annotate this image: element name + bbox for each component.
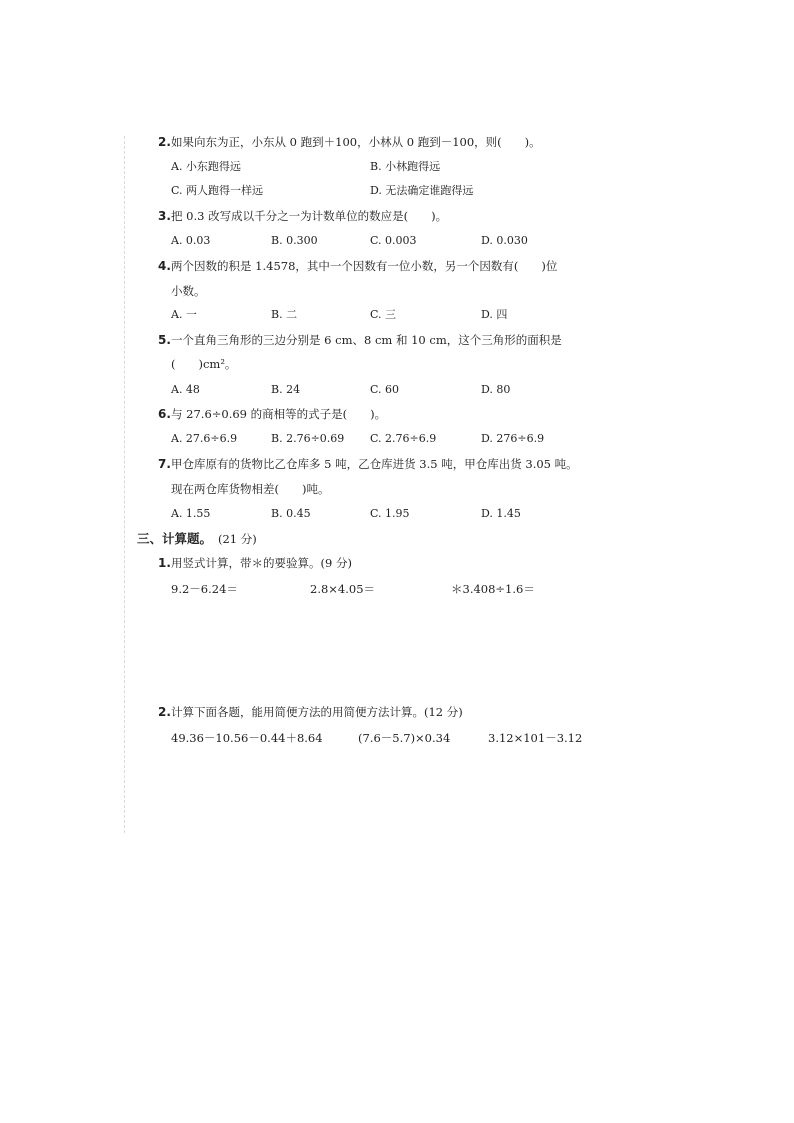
option-c[interactable]: C. 两人跑得一样远 — [171, 184, 264, 197]
question-text-continued: 现在两仓库货物相差( )吨。 — [171, 482, 330, 496]
option-a[interactable]: A. 27.6÷6.9 — [171, 432, 238, 445]
answer-space[interactable] — [171, 600, 621, 700]
option-d[interactable]: D. 0.030 — [481, 234, 528, 247]
option-a[interactable]: A. 1.55 — [171, 507, 211, 520]
question-text: 与 27.6÷0.69 的商相等的式子是( )。 — [171, 407, 387, 421]
question-text: 用竖式计算，带＊的要验算。(9 分) — [171, 556, 352, 570]
expression-3: 3.12×101－3.12 — [488, 731, 583, 745]
option-d[interactable]: D. 四 — [481, 308, 508, 321]
option-b[interactable]: B. 24 — [271, 383, 301, 396]
option-d[interactable]: D. 1.45 — [481, 507, 521, 520]
question-text: 如果向东为正，小东从 0 跑到＋100，小林从 0 跑到－100，则( )。 — [171, 135, 541, 149]
option-b[interactable]: B. 0.300 — [271, 234, 318, 247]
expression-1: 9.2－6.24＝ — [171, 582, 238, 596]
option-b[interactable]: B. 2.76÷0.69 — [271, 432, 345, 445]
option-a[interactable]: A. 小东跑得远 — [171, 160, 241, 173]
question-text: 把 0.3 改写成以千分之一为计数单位的数应是( )。 — [171, 209, 448, 223]
option-c[interactable]: C. 0.003 — [370, 234, 417, 247]
question-text: 两个因数的积是 1.4578，其中一个因数有一位小数，另一个因数有( )位 — [171, 259, 558, 273]
question-number: 2. — [158, 135, 171, 149]
expression-2: (7.6－5.7)×0.34 — [358, 731, 451, 745]
question-number: 2. — [158, 705, 171, 719]
expression-3: ＊3.408÷1.6＝ — [451, 582, 535, 596]
option-b[interactable]: B. 二 — [271, 308, 298, 321]
expression-1: 49.36－10.56－0.44＋8.64 — [171, 731, 323, 745]
section-score: (21 分) — [218, 532, 257, 546]
answer-space[interactable] — [171, 750, 621, 830]
option-c[interactable]: C. 三 — [370, 308, 397, 321]
option-d[interactable]: D. 80 — [481, 383, 511, 396]
option-c[interactable]: C. 2.76÷6.9 — [370, 432, 437, 445]
question-number: 5. — [158, 333, 171, 347]
question-number: 3. — [158, 209, 171, 223]
binding-margin-line — [124, 136, 125, 833]
option-a[interactable]: A. 一 — [171, 308, 197, 321]
question-number: 1. — [158, 556, 171, 570]
option-d[interactable]: D. 无法确定谁跑得远 — [370, 184, 474, 197]
question-number: 4. — [158, 259, 171, 273]
question-number: 7. — [158, 457, 171, 471]
section-title: 三、计算题。 — [137, 531, 213, 546]
question-number: 6. — [158, 407, 171, 421]
question-text-continued: ( )cm²。 — [171, 357, 237, 371]
question-text-continued: 小数。 — [171, 284, 206, 298]
question-text: 甲仓库原有的货物比乙仓库多 5 吨，乙仓库进货 3.5 吨，甲仓库出货 3.05 吨。 — [171, 457, 578, 471]
option-b[interactable]: B. 0.45 — [271, 507, 311, 520]
question-text: 计算下面各题，能用简便方法的用简便方法计算。(12 分) — [171, 705, 463, 719]
expression-2: 2.8×4.05＝ — [310, 582, 376, 596]
option-d[interactable]: D. 276÷6.9 — [481, 432, 545, 445]
question-text: 一个直角三角形的三边分别是 6 cm、8 cm 和 10 cm，这个三角形的面积是 — [171, 333, 562, 347]
option-a[interactable]: A. 48 — [171, 383, 200, 396]
option-b[interactable]: B. 小林跑得远 — [370, 160, 441, 173]
option-a[interactable]: A. 0.03 — [171, 234, 211, 247]
option-c[interactable]: C. 60 — [370, 383, 400, 396]
option-c[interactable]: C. 1.95 — [370, 507, 410, 520]
